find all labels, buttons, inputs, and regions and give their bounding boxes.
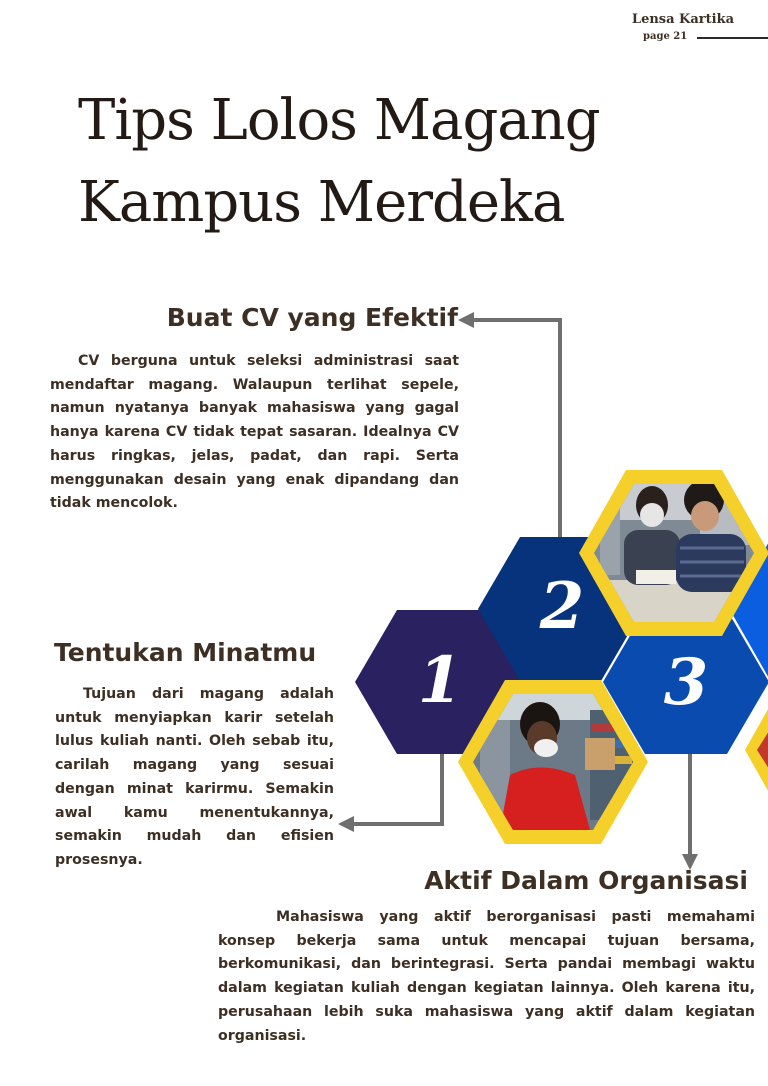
arrow-to-minat	[346, 752, 442, 824]
section-organisasi-heading: Aktif Dalam Organisasi	[424, 866, 748, 895]
hexagon-3-number: 3	[663, 645, 709, 720]
arrow-to-cv	[466, 320, 560, 540]
page-title-line-2: Kampus Merdeka	[78, 170, 565, 235]
page-title-line-1: Tips Lolos Magang	[78, 88, 600, 153]
header-page-number: page 21	[643, 31, 688, 42]
section-organisasi-body: Mahasiswa yang aktif berorganisasi pasti memahami konsep bekerja sama untuk mencapai tujuan bersama, berkomunikasi, dan berintegrasi. Serta pandai membagi waktu dalam kegiatan kuliah dengan kegiatan lainnya. Oleh karena itu, perusahaan lebih suka mahasiswa yang aktif dalam kegiatan organisasi.	[218, 909, 755, 1044]
section-cv-heading: Buat CV yang Efektif	[166, 303, 458, 332]
section-minat-heading: Tentukan Minatmu	[54, 638, 317, 667]
header-author: Lensa Kartika	[631, 12, 734, 27]
section-minat-body: Tujuan dari magang adalah untuk menyiapkan karir setelah lulus kuliah nanti. Oleh sebab itu, carilah magang yang sesuai dengan minat karirmu. Semakin awal kamu menentukannya, semakin mudah dan efisien prosesnya.	[55, 686, 334, 868]
hexagon-photo-edge	[757, 690, 768, 810]
section-cv-body: CV berguna untuk seleksi administrasi saat mendaftar magang. Walaupun terlihat sepele, namun nyatanya banyak mahasiswa yang gagal hanya karena CV tidak tepat sasaran. Idealnya CV harus ringkas, jelas, padat, dan rapi. Serta menggunakan desain yang enak dipandang dan tidak mencolok.	[50, 353, 459, 512]
hexagon-2-number: 2	[539, 569, 585, 644]
hexagon-1-number: 1	[417, 643, 463, 718]
